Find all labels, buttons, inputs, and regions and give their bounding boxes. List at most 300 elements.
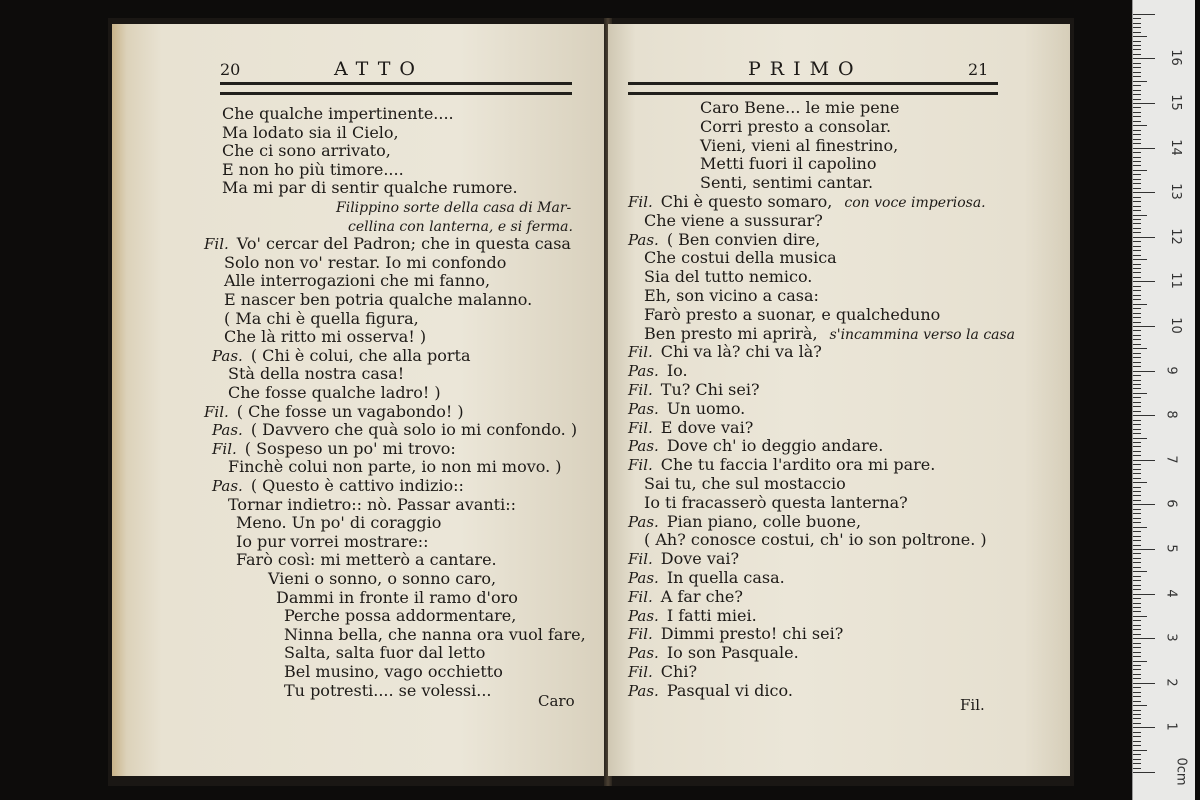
speaker-label: Pas.: [212, 421, 243, 440]
text-line: [222, 178, 518, 198]
ruler-tick: [1133, 464, 1141, 465]
line-text: Ninna bella, che nanna ora vuol fare,: [284, 624, 586, 644]
text-line: [224, 327, 426, 347]
text-line: [628, 399, 745, 419]
ruler-tick: [1133, 732, 1141, 733]
ruler-tick: [1133, 589, 1141, 590]
text-line: [700, 117, 891, 137]
line-text: ( Chi è colui, che alla porta: [250, 345, 471, 365]
ruler-tick: [1133, 326, 1155, 327]
ruler-tick: [1133, 714, 1141, 715]
ruler-tick: [1133, 424, 1141, 425]
ruler-tick: [1133, 339, 1141, 340]
line-text: cellina con lanterna, e si ferma.: [348, 218, 573, 235]
ruler-tick: [1133, 518, 1141, 519]
ruler-tick: [1133, 148, 1155, 149]
ruler-tick: [1133, 402, 1141, 403]
ruler-tick: [1133, 54, 1141, 55]
ruler-tick: [1133, 232, 1141, 233]
left-catchword: Caro: [538, 692, 575, 710]
ruler-number: 3: [1163, 633, 1179, 642]
ruler-tick: [1133, 121, 1141, 122]
stage-direction: con voce imperiosa.: [844, 195, 986, 211]
ruler-tick: [1133, 571, 1147, 572]
text-line: [628, 230, 820, 250]
ruler-tick: [1133, 527, 1147, 528]
ruler-tick: [1133, 433, 1141, 434]
text-line: [222, 141, 391, 161]
ruler-tick: [1133, 491, 1141, 492]
ruler-tick: [1133, 705, 1147, 706]
ruler-tick: [1133, 76, 1141, 77]
ruler-tick: [1133, 246, 1141, 247]
text-line: [284, 681, 492, 701]
speaker-label: Fil.: [628, 663, 653, 681]
text-line: [212, 420, 577, 440]
ruler-tick: [1133, 348, 1147, 349]
line-text: Dammi in fronte il ramo d'oro: [276, 587, 518, 607]
text-line: [700, 136, 898, 156]
ruler-tick: [1133, 380, 1141, 381]
ruler-tick: [1133, 14, 1155, 15]
ruler-tick: [1133, 362, 1141, 363]
text-line: [628, 342, 822, 362]
ruler-tick: [1133, 455, 1141, 456]
text-line: [276, 588, 518, 608]
text-line: [644, 530, 987, 550]
ruler-tick: [1133, 85, 1141, 86]
text-line: [224, 309, 419, 329]
text-line: [222, 123, 399, 143]
ruler-tick: [1133, 442, 1141, 443]
ruler-tick: [1133, 272, 1141, 273]
ruler-tick: [1133, 478, 1141, 479]
ruler-tick: [1133, 473, 1141, 474]
ruler-tick: [1133, 661, 1147, 662]
ruler-tick: [1133, 616, 1147, 617]
left-page-number: 20: [220, 60, 241, 79]
ruler-tick: [1133, 567, 1141, 568]
speaker-label: Fil.: [628, 587, 653, 606]
text-line: [212, 476, 464, 496]
speaker-label: Fil.: [628, 550, 653, 569]
text-line: [628, 455, 935, 475]
ruler-number: 7: [1163, 455, 1179, 464]
ruler-tick: [1133, 536, 1141, 537]
speaker-label: Pas.: [212, 346, 243, 365]
stage-direction: s'incammina verso la casa: [829, 326, 1016, 343]
ruler-tick: [1133, 420, 1141, 421]
ruler-tick: [1133, 580, 1141, 581]
ruler-tick: [1133, 585, 1141, 586]
text-line: [204, 402, 464, 422]
right-running-header: PRIMO: [748, 58, 863, 80]
text-line: [644, 267, 812, 287]
ruler-tick: [1133, 745, 1141, 746]
ruler-tick: [1133, 308, 1141, 309]
text-line: [644, 493, 908, 513]
open-book: [108, 18, 1074, 786]
ruler-tick: [1133, 509, 1141, 510]
ruler-tick: [1133, 130, 1141, 131]
ruler-tick: [1133, 281, 1155, 282]
ruler-tick: [1133, 223, 1141, 224]
ruler-tick: [1133, 674, 1141, 675]
text-line: [644, 248, 837, 268]
ruler-number: 2: [1163, 678, 1179, 687]
ruler-tick: [1133, 643, 1141, 644]
line-text: I fatti miei.: [666, 605, 757, 625]
line-text: Un uomo.: [666, 398, 746, 418]
ruler-tick: [1133, 49, 1141, 50]
ruler-tick: [1133, 665, 1141, 666]
left-text-block: [112, 24, 608, 776]
ruler-tick: [1133, 357, 1141, 358]
ruler-number: 10: [1167, 317, 1183, 334]
line-text: ( Ben convien dire,: [666, 229, 821, 249]
line-text: A far che?: [660, 586, 743, 606]
line-text: Salta, salta fuor dal letto: [284, 643, 486, 663]
text-line: [222, 160, 404, 180]
text-line: [628, 624, 843, 644]
ruler-tick: [1133, 304, 1147, 305]
ruler-tick: [1133, 317, 1141, 318]
line-text: E dove vai?: [660, 417, 754, 437]
ruler-tick: [1133, 625, 1141, 626]
ruler-tick: [1133, 23, 1141, 24]
right-page-number: 21: [968, 60, 989, 79]
line-text: Io son Pasquale.: [666, 643, 799, 663]
text-line: [224, 271, 490, 291]
ruler-tick: [1133, 161, 1141, 162]
ruler-tick: [1133, 446, 1141, 447]
line-text: Che qualche impertinente....: [222, 104, 454, 123]
speaker-label: Fil.: [628, 381, 653, 399]
text-line: [228, 364, 404, 384]
left-page: [112, 24, 608, 776]
line-text: Senti, sentimi cantar.: [700, 173, 874, 193]
ruler-tick: [1133, 495, 1141, 496]
text-line: [284, 643, 485, 663]
speaker-label: Fil.: [628, 193, 653, 211]
speaker-label: Pas.: [628, 512, 659, 531]
ruler-tick: [1133, 451, 1141, 452]
ruler-tick: [1133, 299, 1141, 300]
ruler-number: 5: [1163, 544, 1179, 553]
ruler-number: 14: [1167, 138, 1183, 156]
ruler-tick: [1133, 429, 1141, 430]
text-line: [628, 549, 739, 569]
line-text: ( Ah? conosce costui, ch' io son poltrone. ): [644, 530, 987, 550]
line-text: Che là ritto mi osserva! ): [224, 327, 427, 347]
ruler-tick: [1133, 562, 1141, 563]
ruler-tick: [1133, 36, 1147, 37]
text-line: [224, 290, 532, 310]
ruler-tick: [1133, 290, 1141, 291]
ruler-tick: [1133, 620, 1141, 621]
ruler-tick: [1133, 500, 1141, 501]
ruler-tick: [1133, 255, 1141, 256]
line-text: Meno. Un po' di coraggio: [236, 513, 442, 533]
text-line: [628, 418, 753, 438]
line-text: E non ho più timore....: [222, 159, 404, 179]
ruler-tick: [1133, 692, 1141, 693]
text-line: [628, 512, 861, 532]
speaker-label: Pas.: [628, 437, 659, 456]
speaker-label: Fil.: [212, 439, 237, 458]
text-line: [644, 286, 819, 306]
ruler-tick: [1133, 125, 1147, 126]
ruler-tick: [1133, 286, 1141, 287]
ruler-tick: [1133, 513, 1141, 514]
text-line: [236, 532, 429, 552]
ruler-tick: [1133, 63, 1141, 64]
ruler-tick: [1133, 165, 1141, 166]
speaker-label: Fil.: [628, 418, 653, 437]
ruler-tick: [1133, 549, 1155, 550]
ruler-tick: [1133, 58, 1155, 59]
line-text: In quella casa.: [666, 568, 785, 587]
ruler-tick: [1133, 72, 1141, 73]
ruler-tick: [1133, 103, 1155, 104]
ruler-tick: [1133, 759, 1141, 760]
ruler-tick: [1133, 576, 1141, 577]
line-text: Dimmi presto! chi sei?: [660, 624, 844, 644]
ruler-number: 8: [1163, 410, 1179, 419]
ruler-tick: [1133, 638, 1155, 639]
text-line: [222, 104, 454, 124]
line-text: Ma mi par di sentir qualche rumore.: [222, 178, 518, 198]
text-line: [284, 606, 516, 626]
line-text: ( Ma chi è quella figura,: [224, 308, 419, 328]
speaker-label: Pas.: [628, 569, 659, 587]
ruler-tick: [1133, 210, 1141, 211]
speaker-label: Pas.: [212, 477, 243, 495]
ruler-tick: [1133, 152, 1141, 153]
ruler-tick: [1133, 157, 1141, 158]
speaker-label: Pas.: [628, 644, 659, 663]
ruler-tick: [1133, 553, 1141, 554]
line-text: Caro Bene... le mie pene: [700, 98, 900, 117]
line-text: Filippino sorte della casa di Mar-: [336, 200, 572, 216]
line-text: Dove ch' io deggio andare.: [666, 436, 884, 456]
ruler-tick: [1133, 330, 1141, 331]
line-text: Che fosse qualche ladro! ): [228, 383, 441, 402]
ruler-tick: [1133, 710, 1141, 711]
ruler-tick: [1133, 438, 1147, 439]
ruler-tick: [1133, 371, 1155, 372]
text-line: [700, 98, 900, 118]
ruler-tick: [1133, 228, 1141, 229]
text-line: [628, 380, 760, 400]
ruler-tick: [1133, 277, 1141, 278]
ruler-tick: [1133, 647, 1141, 648]
ruler-number: 16: [1167, 49, 1183, 67]
ruler-tick: [1133, 687, 1141, 688]
ruler-tick: [1133, 696, 1141, 697]
text-line: [644, 211, 823, 231]
ruler-tick: [1133, 264, 1141, 265]
ruler-tick: [1133, 112, 1141, 113]
ruler-tick: [1133, 415, 1155, 416]
line-text: Pian piano, colle buone,: [666, 511, 862, 531]
ruler-tick: [1133, 99, 1141, 100]
speaker-label: Fil.: [628, 343, 653, 362]
speaker-label: Fil.: [204, 235, 229, 254]
ruler-tick: [1133, 183, 1141, 184]
ruler-tick: [1133, 192, 1155, 193]
ruler-tick: [1133, 375, 1141, 376]
ruler-tick: [1133, 652, 1141, 653]
line-text: Metti fuori il capolino: [700, 154, 877, 174]
ruler-tick: [1133, 134, 1141, 135]
line-text: Stà della nostra casa!: [228, 364, 405, 384]
right-catchword: Fil.: [960, 696, 985, 714]
line-text: Tu potresti.... se volessi...: [284, 680, 492, 700]
line-text: Pasqual vi dico.: [666, 680, 793, 700]
ruler-tick: [1133, 237, 1155, 238]
text-line: [224, 253, 506, 273]
text-line: [628, 568, 785, 588]
line-text: Io pur vorrei mostrare::: [236, 531, 429, 551]
ruler-tick: [1133, 259, 1147, 260]
text-line: [204, 234, 571, 254]
ruler-tick: [1133, 504, 1155, 505]
ruler-tick: [1133, 736, 1141, 737]
text-line: [700, 154, 877, 174]
line-text: Ma lodato sia il Cielo,: [222, 122, 399, 142]
ruler-tick: [1133, 170, 1147, 171]
line-text: Sai tu, che sul mostaccio: [644, 474, 846, 493]
ruler-tick: [1133, 678, 1141, 679]
text-line: [628, 436, 883, 456]
ruler-tick: [1133, 772, 1155, 773]
ruler-number: 4: [1163, 588, 1179, 598]
ruler-tick: [1133, 32, 1141, 33]
line-text: Eh, son vicino a casa:: [644, 286, 819, 305]
speaker-label: Pas.: [628, 362, 659, 381]
ruler-tick: [1133, 107, 1141, 108]
ruler-tick: [1133, 723, 1141, 724]
right-page: [608, 24, 1070, 776]
line-text: Che costui della musica: [644, 248, 837, 268]
text-line: [644, 474, 846, 494]
line-text: Chi va là? chi va là?: [660, 342, 822, 362]
ruler-tick: [1133, 594, 1155, 595]
ruler-tick: [1133, 179, 1141, 180]
line-text: Chi?: [660, 662, 698, 681]
ruler-tick: [1133, 250, 1141, 251]
ruler-tick: [1133, 295, 1141, 296]
ruler-tick: [1133, 322, 1141, 323]
ruler-tick: [1133, 741, 1141, 742]
text-line: [212, 346, 470, 366]
line-text: Che ci sono arrivato,: [222, 141, 391, 161]
ruler-tick: [1133, 384, 1141, 385]
line-text: Vieni o sonno, o sonno caro,: [268, 569, 497, 588]
ruler-number: 6: [1163, 499, 1179, 509]
text-line: [228, 457, 562, 477]
ruler-tick: [1133, 366, 1141, 367]
speaker-label: Pas.: [628, 230, 659, 249]
ruler-tick: [1133, 727, 1155, 728]
ruler-tick: [1133, 313, 1141, 314]
ruler-number: 0cm: [1173, 757, 1189, 786]
line-text: Farò così: mi metterò a cantare.: [236, 550, 497, 570]
text-line: [644, 305, 940, 325]
line-text: Corri presto a consolar.: [700, 116, 892, 136]
text-line: [228, 495, 516, 515]
ruler-tick: [1133, 18, 1141, 19]
ruler-tick: [1133, 763, 1141, 764]
text-line: [228, 383, 441, 403]
line-text: Tu? Chi sei?: [660, 380, 760, 399]
ruler-tick: [1133, 558, 1141, 559]
speaker-label: Pas.: [628, 399, 659, 418]
ruler-tick: [1133, 545, 1141, 546]
ruler-tick: [1133, 206, 1141, 207]
text-line: [628, 587, 743, 607]
ruler-tick: [1133, 94, 1141, 95]
line-text: Bel musino, vago occhietto: [284, 662, 503, 681]
ruler-tick: [1133, 750, 1147, 751]
ruler-tick: [1133, 139, 1141, 140]
ruler-tick: [1133, 197, 1141, 198]
ruler-tick: [1133, 353, 1141, 354]
ruler-tick: [1133, 81, 1147, 82]
line-text: ( Che fosse un vagabondo! ): [236, 401, 464, 421]
text-line: [628, 681, 793, 701]
speaker-label: Pas.: [628, 606, 659, 625]
text-line: [628, 662, 697, 682]
speaker-label: Pas.: [628, 681, 659, 700]
text-line: [628, 361, 688, 381]
line-text: Finchè colui non parte, io non mi movo. ): [228, 457, 562, 477]
measuring-ruler: [1132, 0, 1195, 800]
ruler-tick: [1133, 482, 1147, 483]
line-text: ( Davvero che quà solo io mi confondo. ): [250, 420, 578, 440]
line-text: Io ti fracasserò questa lanterna?: [644, 492, 908, 512]
ruler-tick: [1133, 201, 1141, 202]
ruler-tick: [1133, 143, 1141, 144]
line-text: Vo' cercar del Padron; che in questa casa: [236, 234, 571, 254]
line-text: Che tu faccia l'ardito ora mi pare.: [660, 455, 936, 475]
ruler-tick: [1133, 487, 1141, 488]
line-text: Sia del tutto nemico.: [644, 267, 813, 287]
ruler-tick: [1133, 27, 1141, 28]
speaker-label: Fil.: [204, 402, 229, 421]
text-line: [284, 625, 586, 645]
line-text: Io.: [666, 361, 688, 381]
ruler-tick: [1133, 241, 1141, 242]
ruler-number: 1: [1163, 722, 1179, 732]
ruler-tick: [1133, 41, 1141, 42]
speaker-label: Fil.: [628, 625, 653, 644]
ruler-tick: [1133, 634, 1141, 635]
right-text-block: [608, 24, 1070, 776]
ruler-tick: [1133, 406, 1141, 407]
line-text: Perche possa addormentare,: [284, 606, 517, 626]
ruler-tick: [1133, 629, 1141, 630]
line-text: Dove vai?: [660, 549, 740, 569]
ruler-number: 11: [1167, 272, 1183, 290]
ruler-tick: [1133, 335, 1141, 336]
line-text: Solo non vo' restar. Io mi confondo: [224, 252, 507, 272]
ruler-number: 13: [1167, 183, 1183, 200]
ruler-tick: [1133, 215, 1147, 216]
line-text: Farò presto a suonar, e qualcheduno: [644, 304, 941, 324]
text-line: [236, 550, 497, 570]
